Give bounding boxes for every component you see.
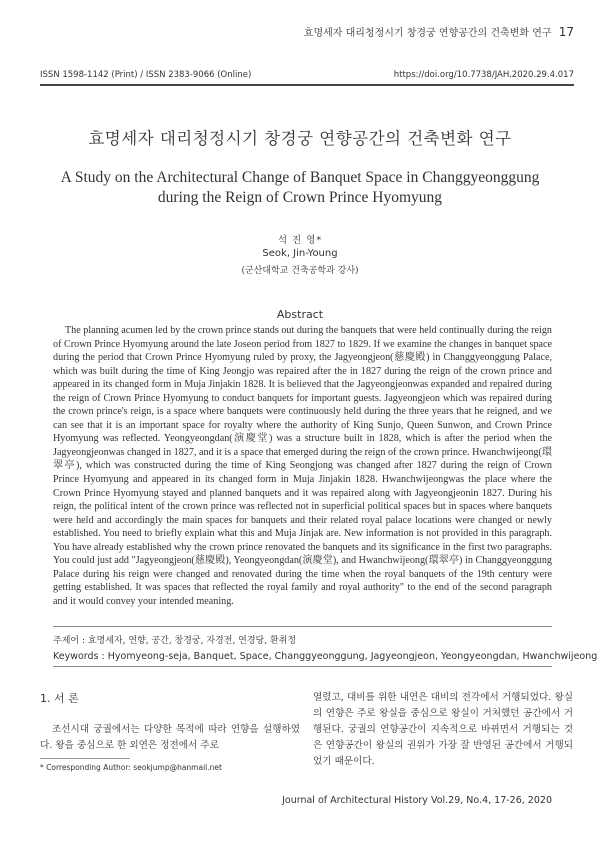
intro-paragraph-right: 열렸고, 대비를 위한 내연은 대비의 전각에서 거행되었다. 왕실의 연향은 주로 왕실을 중심으로 왕실이 거처했던 공간에서 거행된다. 궁궐의 연향공간이 지속적으로 바뀌면서 거행되는 것은 연향공간이 왕실의 권위가 가장 잘 반영된 공간에서 거행되었기 때문이다. bbox=[313, 692, 573, 767]
affiliation: (군산대학교 건축공학과 강사) bbox=[241, 266, 359, 276]
running-header-title: 효명세자 대리청정시기 창경궁 연향공간의 건축변화 연구 bbox=[303, 28, 552, 39]
intro-paragraph-left: 조선시대 궁궐에서는 다양한 목적에 따라 연향을 설행하였다. 왕을 중심으로 한 외연은 정전에서 주로 bbox=[40, 724, 300, 751]
journal-info: Journal of Architectural History Vol.29, No.4, 17-26, 2020 bbox=[282, 795, 552, 806]
section-heading: 1. 서 론 bbox=[40, 692, 79, 705]
title-english bbox=[40, 168, 560, 208]
footnote-rule bbox=[40, 758, 130, 759]
keywords-korean: 주제어 : 효명세자, 연향, 공간, 창경궁, 자경전, 연경당, 환취정 bbox=[53, 636, 297, 646]
author-korean: 석 진 영* bbox=[277, 235, 323, 246]
right-column bbox=[313, 690, 573, 770]
title-korean: 효명세자 대리청정시기 창경궁 연향공간의 건축변화 연구 bbox=[88, 129, 512, 148]
page-number: 17 bbox=[558, 25, 574, 39]
top-rule bbox=[40, 84, 574, 86]
abstract-rule bbox=[53, 626, 552, 627]
left-column bbox=[40, 690, 300, 754]
abstract-heading: Abstract bbox=[276, 308, 324, 321]
keywords-english: Keywords : Hyomyeong-seja, Banquet, Space, Changgyeonggung, Jagyeongjeon, Yeongyeongdan, Hwanchwijeong bbox=[53, 651, 598, 662]
footnote: * Corresponding Author: seokjump@hanmail.net bbox=[40, 763, 222, 772]
title-english-line-1: A Study on the Architectural Change of Banquet Space in Changgyeonggung bbox=[60, 169, 540, 186]
keywords-rule bbox=[53, 666, 552, 667]
author-english: Seok, Jin-Young bbox=[262, 248, 338, 259]
issn-doi-line bbox=[40, 70, 574, 80]
abstract-body: The planning acumen led by the crown prince stands out during the banquets that were held continually during the reign of Crown Prince Hyomyung around the late Joseon period from 1827 to 1829. If we examine the changes in banquet space during the period that Crown Prince Hyomyung ruled by proxy, the Jagyeongjeon(慈慶殿) in Changgyeonggung Palace, which was built during the time of King Jeongjo was repaired after the in 1827 during the reign of the crown prince and appeared in its changed form in Muja Jinjakin 1828. It is believed that the Jagyeongjeonwas expanded and repaired during the reign of Crown Prince Hyomyung to conduct banquets for important guests. Jagyeongjeon which was repaired during the crown prince's reign, is a space where banquets were continuously held during the three years that he reigned, and we can see that it is an important space for royalty where the authority of King Sunjo, Queen Sunwon, and Crown Prince Hyomyung was reflected. Yeongyeongdan(演慶堂) was a structure built in 1828, which is after the period when the Jagyeongjeonwas changed in 1827, and it is a space that emerged during the reign of the crown prince. Hwanchwijeong(環翠亭), which was constructed during the time of King Seongjong was changed after 1827 during the reign of Crown Prince Hyomyung and appeared in its changed form in Muja Jinjakin 1828. Hwanchwijeongwas the place where the Crown Prince Hyomyung stayed and planned banquets and it was repaired along with Jagyeongjeonin 1827. During his reign, the political intent of the crown prince was reflected not in superficial political spaces but in spaces where banquets were held and accordingly the main spaces for banquets and their related royal palace locations were changed or newly established. You need to briefly explain what this and Muja Jinjak are. New information is not provided in this paragraph. You have already established why the crown prince renovated the banquets and its significance in the first two paragraphs. You could just add "Jagyeongjeon(慈慶殿), Yeongyeongdan(演慶堂), and Hwanchwijeong(環翠亭) in Changgyeonggung Palace during his reign were changed and renovated during the time when the royal banquets of the 19th century were getting established. It was spaces that reflected the royal family and royal authority" to the end of the second paragraph and it would convey your intended meaning. bbox=[53, 325, 552, 607]
issn: ISSN 1598-1142 (Print) / ISSN 2383-9066 (Online) bbox=[40, 70, 252, 80]
title-english-line-2: during the Reign of Crown Prince Hyomyung bbox=[157, 189, 443, 206]
doi-link[interactable]: https://doi.org/10.7738/JAH.2020.29.4.017 bbox=[393, 70, 574, 80]
running-header bbox=[304, 24, 574, 39]
